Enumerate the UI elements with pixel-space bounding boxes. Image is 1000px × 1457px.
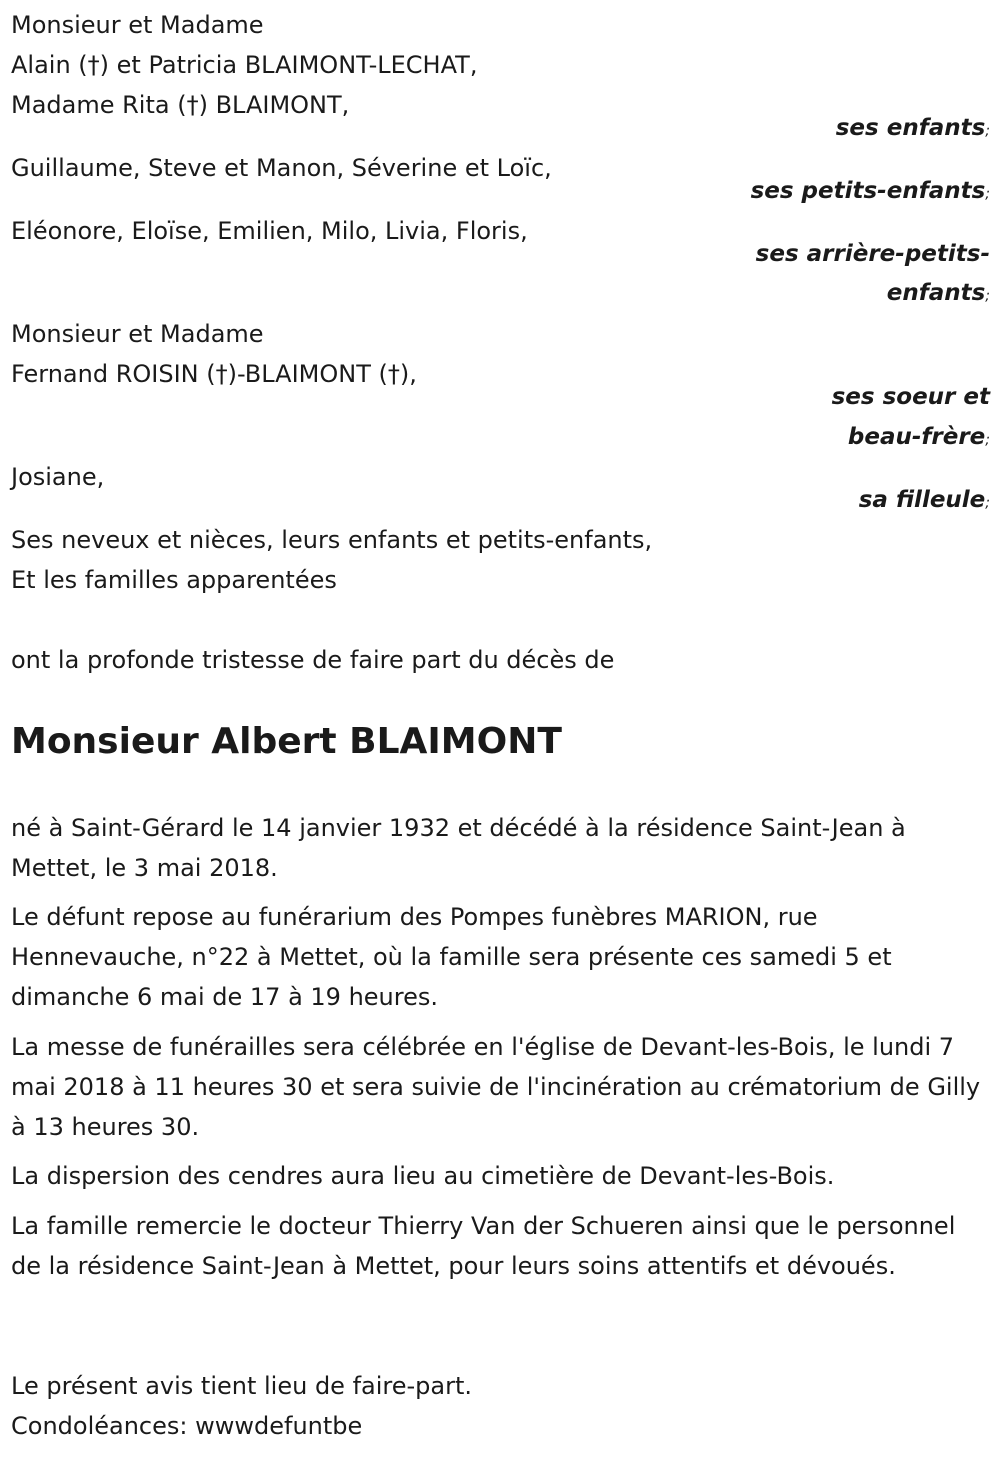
siblings-relation-line-1: ses soeur et [831,384,990,410]
nephews-line: Ses neveux et nièces, leurs enfants et petits-enfants, [11,526,653,554]
announcement-text: ont la profonde tristesse de faire part du décès de [11,646,615,674]
thanks-paragraph: La famille remercie le docteur Thierry Van der Schueren ainsi que le personnel de la résidence Saint-Jean à Mettet, pour leurs soins attentifs et dévoués. [11,1212,956,1280]
repose-paragraph: Le défunt repose au funérarium des Pompes funèbres MARION, rue Hennevauche, n°22 à Mettet, où la famille sera présente ces samedi 5 et dimanche 6 mai de 17 à 19 heures. [11,903,892,1011]
children-line-2: Alain (†) et Patricia BLAIMONT-LECHAT, [11,51,478,79]
children-line-1: Monsieur et Madame [11,11,264,39]
grandchildren-relation: ses petits-enfants; [750,178,990,204]
siblings-relation-line-2: beau-frère; [847,424,990,450]
goddaughter-line: Josiane, [11,463,105,491]
related-families-line: Et les familles apparentées [11,566,337,594]
mass-paragraph: La messe de funérailles sera célébrée en l'église de Devant-les-Bois, le lundi 7 mai 2018 à 11 heures 30 et sera suivie de l'incinération au crématorium de Gilly à 13 heures 30. [11,1033,981,1141]
ashes-paragraph: La dispersion des cendres aura lieu au cimetière de Devant-les-Bois. [11,1162,835,1190]
notice-line: Le présent avis tient lieu de faire-part. [11,1372,473,1400]
condolences-line: Condoléances: wwwdefuntbe [11,1412,363,1440]
goddaughter-relation: sa filleule; [858,487,990,513]
children-line-3: Madame Rita (†) BLAIMONT, [11,91,350,119]
children-relation: ses enfants; [835,115,990,141]
great-grandchildren-relation-line-2: enfants; [886,280,990,306]
great-grandchildren-line: Eléonore, Eloïse, Emilien, Milo, Livia, Floris, [11,217,528,245]
grandchildren-line: Guillaume, Steve et Manon, Séverine et Loïc, [11,154,552,182]
deceased-name: Monsieur Albert BLAIMONT [11,721,562,762]
great-grandchildren-relation-line-1: ses arrière-petits- [755,241,990,267]
birth-death-paragraph: né à Saint-Gérard le 14 janvier 1932 et décédé à la résidence Saint-Jean à Mettet, le 3 mai 2018. [11,814,906,882]
siblings-line-1: Monsieur et Madame [11,320,264,348]
siblings-line-2: Fernand ROISIN (†)-BLAIMONT (†), [11,360,417,388]
